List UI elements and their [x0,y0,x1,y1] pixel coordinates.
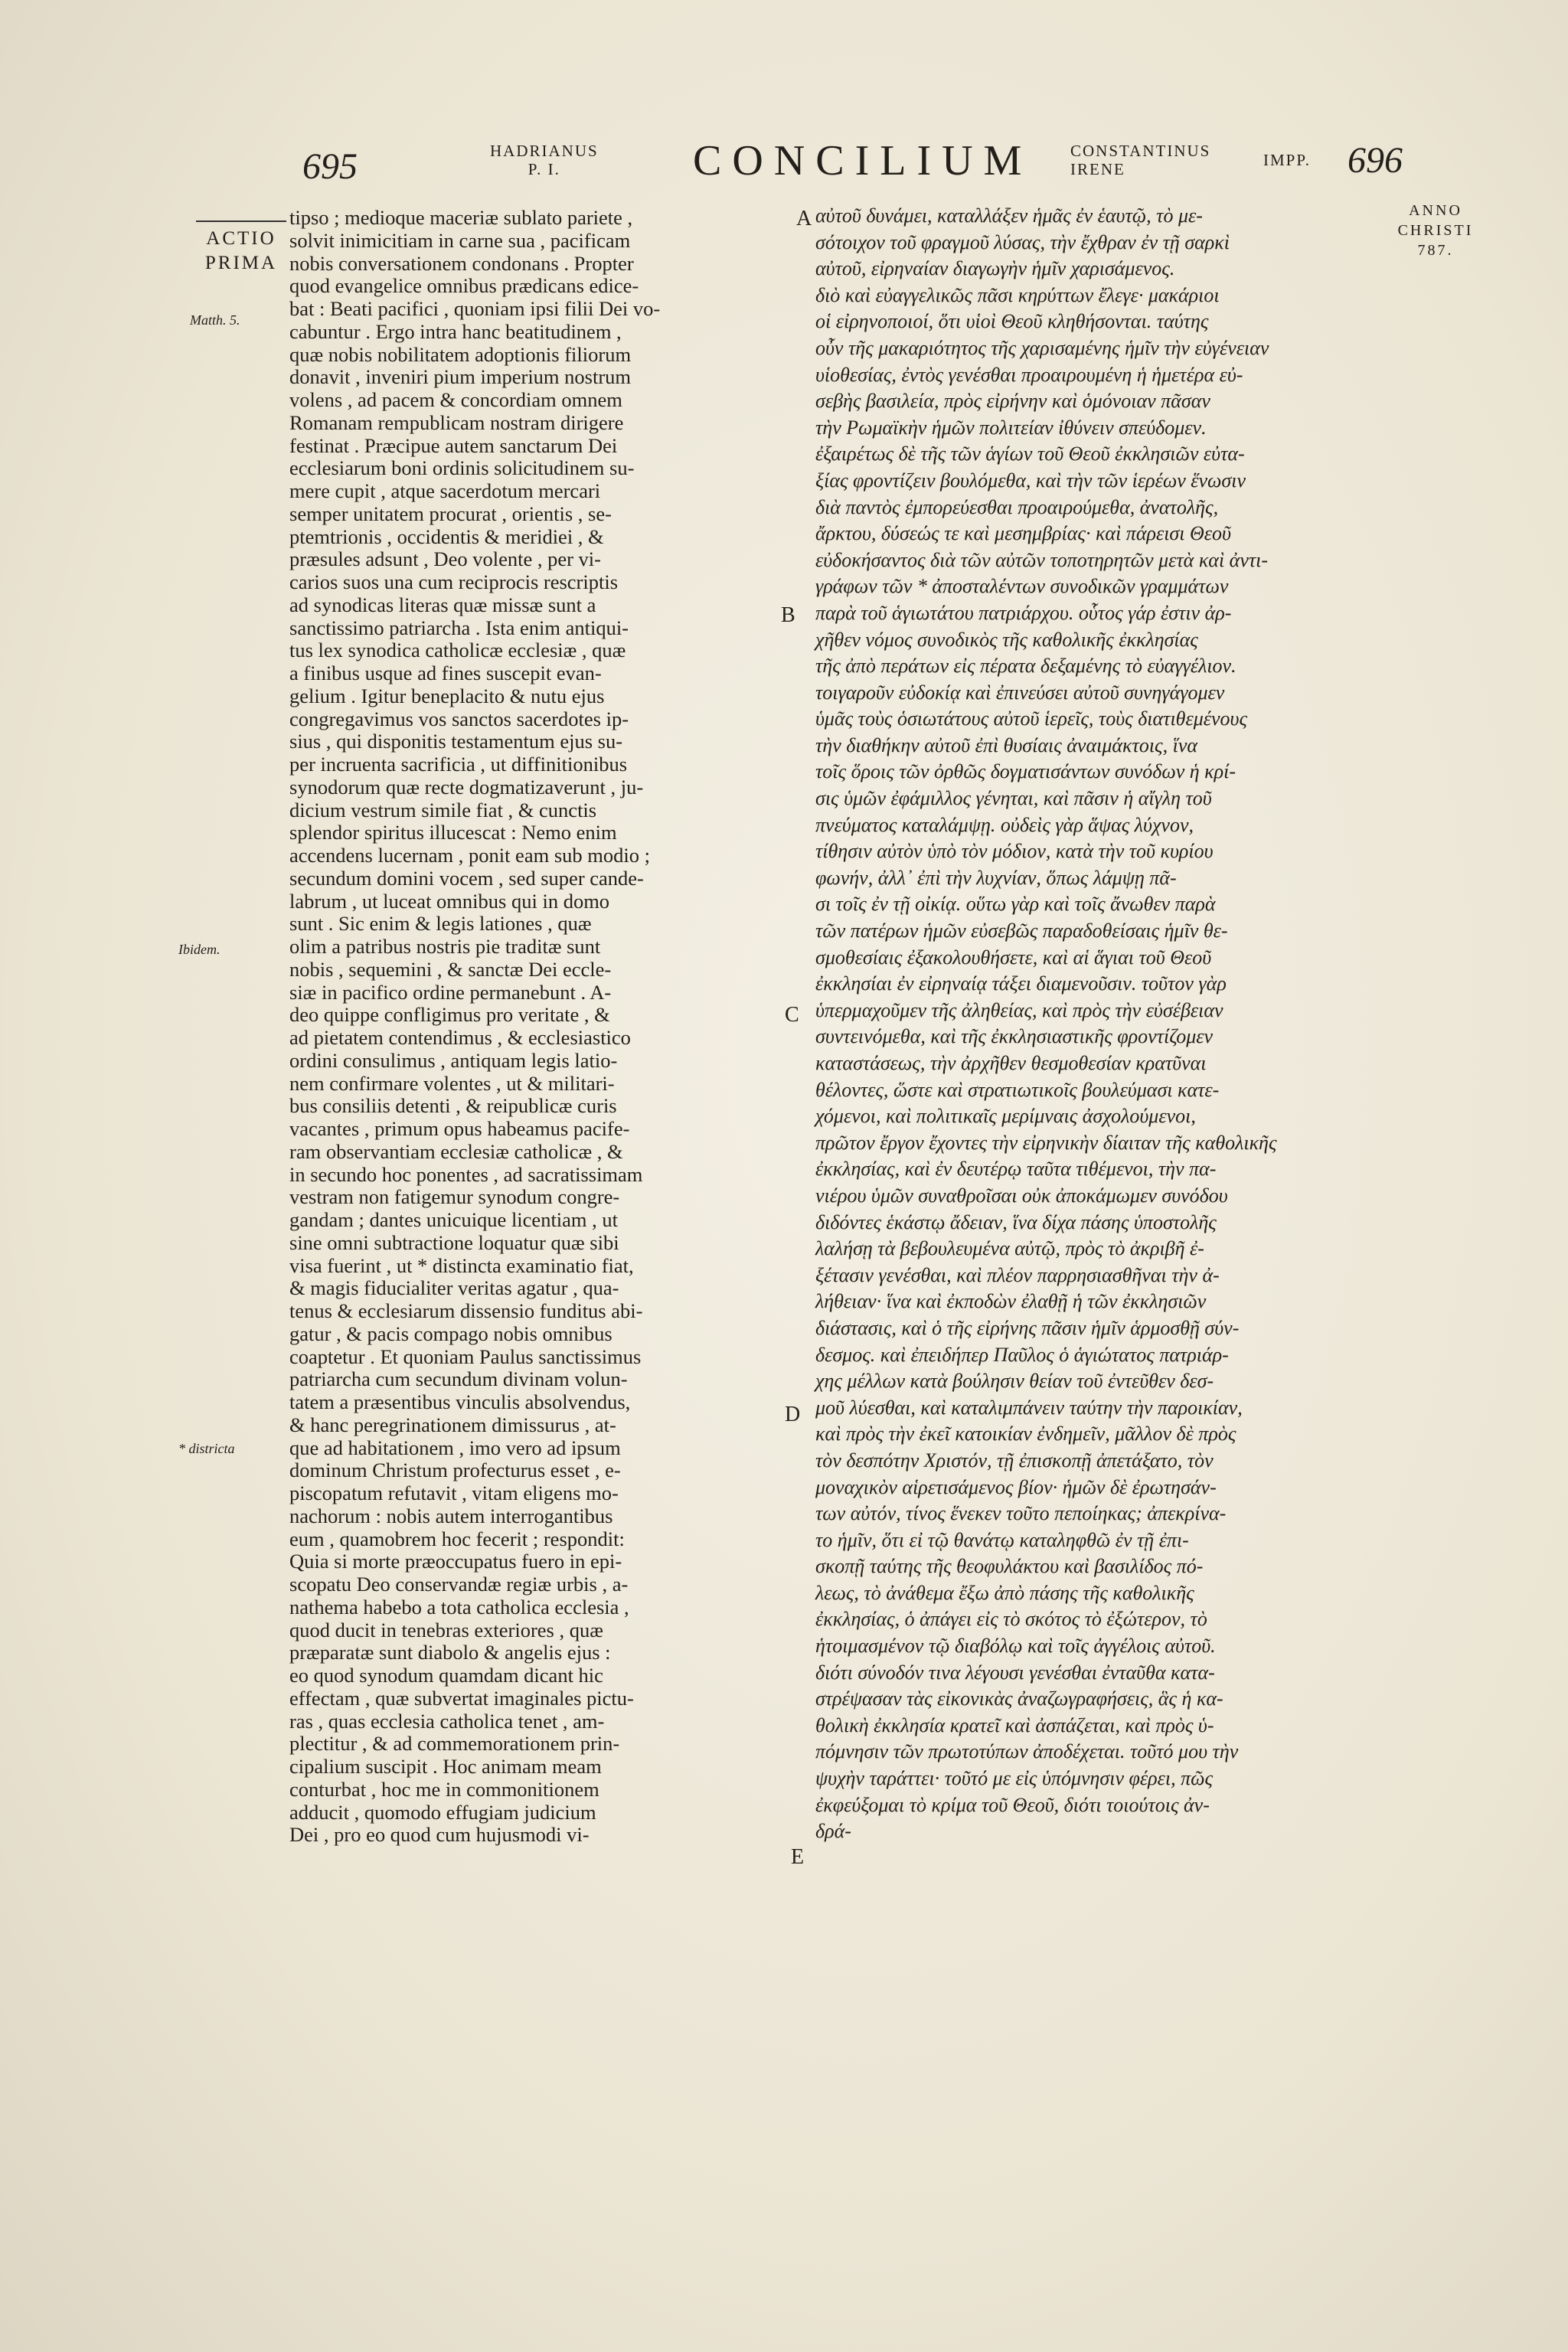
greek-text-line: ξίας φροντίζειν βουλόμεθα, καὶ τὴν τῶν ἱερέων ἕνωσιν [815,469,1246,492]
latin-text-line: in secundo hoc ponentes , ad sacratissimam [289,1162,643,1186]
greek-text-line: δεσμος. καὶ ἐπειδήπερ Παῦλος ὁ ἁγιώτατος πατριάρ- [815,1343,1229,1366]
latin-text-line: & magis fiducialiter veritas agatur , qua- [289,1276,619,1300]
latin-text-line: sunt . Sic enim & legis lationes , quæ [289,912,592,936]
section-letter: E [791,1845,805,1869]
greek-text-line: ξέτασιν γενέσθαι, καὶ πλέον παρρησιασθῆναι τὴν ἀ- [815,1263,1220,1286]
greek-text-line: σμοθεσίαις ἐξακολουθήσετε, καὶ αἱ ἅγιαι τοῦ Θεοῦ [815,946,1212,969]
latin-text-line: ad pietatem contendimus , & ecclesiastico [289,1026,631,1049]
latin-text-line: a finibus usque ad fines suscepit evan- [289,662,602,684]
latin-text-line: coaptetur . Et quoniam Paulus sanctissimus [289,1344,642,1368]
greek-text-line: ἐκφεύξομαι τὸ κρίμα τοῦ Θεοῦ, διότι τοιούτοις ἀν- [815,1793,1210,1816]
greek-text-line: εὐδοκήσαντος διὰ τῶν αὐτῶν τοποτηρητῶν μετὰ καὶ ἀντι- [815,548,1269,571]
latin-text-line: vestram non fatigemur synodum congre- [289,1185,620,1209]
greek-text-line: ἄρκτου, δύσεώς τε καὶ μεσημβρίας· καὶ πάρεισι Θεοῦ [815,522,1231,545]
running-head-line: HADRIANUS [490,142,599,160]
greek-text-line: σότοιχον τοῦ φραγμοῦ λύσας, τὴν ἔχθραν ἐν τῇ σαρκὶ [815,230,1230,253]
latin-text-line: tenus & ecclesiarum dissensio funditus abi- [289,1299,643,1322]
section-letter: D [785,1403,801,1426]
latin-text-line: piscopatum refutavit , vitam eligens mo- [289,1481,619,1504]
latin-text-line: plectitur , & ad commemorationem prin- [289,1732,620,1756]
latin-text-line: tatem a præsentibus vinculis absolvendus, [289,1390,631,1413]
latin-text-line: præsules adsunt , Deo volente , per vi- [289,547,601,571]
anno-line: CHRISTI [1397,222,1474,239]
greek-text-line: σι τοῖς ἐν τῇ οἰκίᾳ. οὕτω γὰρ καὶ τοῖς ἄνωθεν παρὰ [815,893,1216,916]
greek-text-line: ἐξαιρέτως δὲ τῆς τῶν ἁγίων τοῦ Θεοῦ ἐκκλησιῶν εὐτα- [815,443,1245,466]
latin-text-line: nem confirmare volentes , ut & militari- [289,1071,615,1095]
latin-text-line: sine omni subtractione loquatur quæ sibi [289,1230,619,1254]
greek-text-line: σκοπῇ ταύτης τῆς θεοφυλάκτου καὶ βασιλίδος πό- [815,1555,1204,1578]
greek-text-line: ὑπερμαχοῦμεν τῆς ἀληθείας, καὶ πρὸς τὴν εὐσέβειαν [815,998,1223,1021]
greek-text-line: διὸ καὶ εὐαγγελικῶς πᾶσι κηρύττων ἔλεγε· μακάριοι [815,283,1220,306]
greek-text-line: φωνήν, ἀλλ᾽ ἐπὶ τὴν λυχνίαν, ὅπως λάμψῃ πᾶ- [815,866,1177,889]
running-head-line: IRENE [1070,160,1125,178]
anno-heading [1393,201,1478,260]
latin-text-line: ad synodicas literas quæ missæ sunt a [289,593,596,616]
latin-text-line: nobis , sequemini , & sanctæ Dei eccle- [289,957,612,981]
greek-text-line: ἡτοιμασμένον τῷ διαβόλῳ καὶ τοῖς ἀγγέλοις αὐτοῦ. [815,1635,1216,1658]
greek-text-line: χης μέλλων κατὰ βούλησιν θείαν τοῦ ἐντεῦθεν δεσ- [815,1370,1214,1393]
latin-text-line: ptemtrionis , occidentis & meridiei , & [289,524,604,548]
latin-text-line: gandam ; dantes unicuique licentiam , ut [289,1208,619,1231]
latin-text-line: tus lex synodica catholicæ ecclesiæ , quæ [289,639,626,662]
greek-text-line: τίθησιν αὐτὸν ὑπὸ τὸν μόδιον, κατὰ τὴν τοῦ κυρίου [815,840,1214,863]
latin-text-line: ordini consulimus , antiquam legis latio- [289,1048,618,1072]
margin-reference: Ibidem. [178,942,220,957]
greek-text-line: αὐτοῦ, εἰρηναίαν διαγωγὴν ἡμῖν χαρισάμενος. [815,257,1175,280]
latin-text-line: quæ nobis nobilitatem adoptionis filiorum [289,342,632,366]
latin-text-line: festinat . Præcipue autem sanctarum Dei [289,433,618,457]
latin-text-line: olim a patribus nostris pie traditæ sunt [289,935,601,958]
greek-text-line: λεως, τὸ ἀνάθεμα ἔξω ἀπὸ πάσης τῆς καθολικῆς [815,1581,1194,1604]
latin-text-line: Dei , pro eo quod cum hujusmodi vi- [289,1823,590,1847]
greek-text-line: οἱ εἰρηνοποιοί, ὅτι υἱοὶ Θεοῦ κληθήσονται. ταύτης [815,310,1209,333]
latin-text-line: dicium vestrum simile fiat , & cunctis [289,798,597,822]
greek-text-line: λαλήσῃ τὰ βεβουλευμένα αὐτῷ, πρὸς τὸ ἀκριβῆ ἐ- [815,1237,1204,1260]
latin-text-line: quod evangelice omnibus prædicans edice- [289,274,639,298]
greek-text-line: στρέψασαν τὰς εἰκονικὰς ἀναζωγραφήσεις, ἃς ἡ κα- [815,1687,1223,1710]
latin-text-line: bat : Beati pacifici , quoniam ipsi filii Dei vo- [289,297,661,320]
latin-text-line: & hanc peregrinationem dimissurus , at- [289,1413,616,1436]
greek-text-line: τοιγαροῦν εὐδοκίᾳ καὶ ἐπινεύσει αὐτοῦ συνηγάγομεν [815,681,1225,704]
greek-text-line: θολικὴ ἐκκλησία κρατεῖ καὶ ἀσπάζεται, καὶ πρὸς ὑ- [815,1713,1214,1736]
running-head-impp: IMPP. [1263,151,1311,169]
latin-text-line: volens , ad pacem & concordiam omnem [289,388,622,411]
greek-text-line: τὸν δεσπότην Χριστόν, τῇ ἐπισκοπῇ ἀπετάξατο, τὸν [815,1449,1214,1472]
greek-column [815,203,1390,1845]
latin-text-line: deo quippe confligimus pro veritate , & [289,1003,610,1027]
latin-text-line: que ad habitationem , imo vero ad ipsum [289,1436,621,1459]
greek-text-line: πνεύματος καταλάμψῃ. οὐδεὶς γὰρ ἅψας λύχνον, [815,813,1194,836]
greek-text-line: χόμενοι, καὶ πολιτικαῖς μερίμναις ἀσχολούμενοι, [815,1105,1196,1128]
latin-text-line: synodorum quæ recte dogmatizaverunt , ju- [289,775,644,799]
latin-text-line: carios suos una cum reciprocis rescriptis [289,570,619,593]
latin-text-line: donavit , inveniri pium imperium nostrum [289,365,632,389]
greek-text-line: λήθειαν· ἵνα καὶ ἐκποδὼν ἐλαθῇ ἡ τῶν ἐκκλησιῶν [815,1290,1207,1313]
latin-text-line: secundum domini vocem , sed super cande- [289,866,644,890]
latin-text-line: bus consiliis detenti , & reipublicæ curis [289,1094,617,1118]
latin-text-line: visa fuerint , ut * distincta examinatio fiat, [289,1253,634,1277]
greek-text-line: διάστασις, καὶ ὁ τῆς εἰρήνης πᾶσιν ἡμῖν ἁρμοσθῇ σύν- [815,1316,1240,1339]
greek-text-line: ἐκκλησίας, ὁ ἀπάγει εἰς τὸ σκότος τὸ ἐξώτερον, τὸ [815,1608,1207,1631]
greek-text-line: τοῖς ὅροις τῶν ὀρθῶς δογματισάντων συνόδων ἡ κρί- [815,760,1236,783]
right-page-number: 696 [1348,140,1403,181]
greek-text-line: συντεινόμεθα, καὶ τῆς ἐκκλησιαστικῆς φροντίζομεν [815,1025,1214,1048]
greek-text-line: χῆθεν νόμος συνοδικὸς τῆς καθολικῆς ἐκκλησίας [815,628,1198,651]
page-title: CONCILIUM [693,137,1033,185]
latin-text-line: per incruenta sacrificia , ut diffinitionibus [289,753,628,776]
actio-heading [191,220,291,276]
latin-text-line: accendens lucernam , ponit eam sub modio ; [289,844,650,867]
latin-text-line: cabuntur . Ergo intra hanc beatitudinem , [289,319,622,343]
section-letter: B [781,603,795,627]
greek-text-line: ἐκκλησίαι ἐν εἰρηναίᾳ τάξει διαμενοῦσιν. τοῦτον γὰρ [815,972,1227,995]
latin-text-line: adducit , quomodo effugiam judicium [289,1800,596,1824]
latin-text-line: congregavimus vos sanctos sacerdotes ip- [289,707,629,730]
section-letter: C [785,1003,799,1027]
greek-text-line: τὴν Ρωμαϊκὴν ἡμῶν πολιτείαν ἰθύνειν σπεύδομεν. [815,416,1207,439]
latin-text-line: semper unitatem procurat , orientis , se- [289,501,612,525]
greek-text-line: σεβὴς βασιλεία, πρὸς εἰρήνην καὶ ὁμόνοιαν πᾶσαν [815,390,1210,413]
latin-text-line: solvit inimicitiam in carne sua , pacificam [289,228,631,252]
greek-text-line: καταστάσεως, τὴν ἀρχῆθεν θεσμοθεσίαν κρατῦναι [815,1052,1207,1074]
latin-text-line: scopatu Deo conservandæ regiæ urbis , a- [289,1573,629,1596]
latin-text-line: sius , qui disponitis testamentum ejus su- [289,730,623,753]
greek-text-line: ὑμᾶς τοὺς ὁσιωτάτους αὐτοῦ ἱερεῖς, τοὺς διατιθεμένους [815,707,1248,730]
latin-text-line: nobis conversationem condonans . Propter [289,251,634,275]
greek-text-line: το ἡμῖν, ὅτι εἰ τῷ θανάτῳ καταληφθῶ ἐν τῇ ἐπι- [815,1528,1189,1551]
latin-text-line: patriarcha cum secundum divinam volun- [289,1367,628,1391]
latin-text-line: Quia si morte præoccupatus fuero in epi- [289,1550,622,1573]
greek-text-line: διότι σύνοδόν τινα λέγουσι γενέσθαι ἐνταῦθα κατα- [815,1661,1215,1684]
greek-text-line: πόμνησιν τῶν πρωτοτύπων ἀποδέχεται. τοῦτό μου τὴν [815,1740,1239,1763]
greek-text-line: δρά- [815,1820,851,1843]
greek-text-line: διὰ παντὸς ἐμπορεύεσθαι προαιρούμεθα, ἀνατολῆς, [815,495,1219,518]
greek-text-line: τῶν πατέρων ἡμῶν εὐσεβῶς παραδοθείσαις ἡμῖν θε- [815,920,1228,942]
anno-line: ANNO [1409,202,1462,219]
latin-text-line: labrum , ut luceat omnibus qui in domo [289,889,610,913]
latin-text-line: nachorum : nobis autem interrogantibus [289,1504,613,1527]
greek-text-line: παρὰ τοῦ ἁγιωτάτου πατριάρχου. οὗτος γάρ ἐστιν ἀρ- [815,601,1232,624]
latin-text-line: nathema habebo a tota catholica ecclesia , [289,1595,629,1619]
greek-text-line: ψυχὴν ταράττει· τοῦτό με εἰς ὑπόμνησιν φέρει, πῶς [815,1767,1214,1790]
latin-column [289,207,779,1847]
greek-text-line: ἐκκλησίας, καὶ ἐν δευτέρῳ ταῦτα τιθέμενοι, τὴν πα- [815,1158,1217,1181]
latin-text-line: præparatæ sunt diabolo & angelis ejus : [289,1641,611,1664]
latin-text-line: eum , quamobrem hoc fecerit ; respondit: [289,1527,625,1550]
latin-text-line: gelium . Igitur beneplacito & nutu ejus [289,684,605,707]
right-running-head [1070,142,1311,178]
running-head-line: CONSTANTINUS [1070,142,1211,160]
latin-text-line: sanctissimo patriarcha . Ista enim antiqui- [289,616,629,639]
latin-text-line: cipalium suscipit . Hoc animam meam [289,1755,602,1778]
greek-text-line: μοναχικὸν αἱρετισάμενος βίον· ἡμῶν δὲ ἐρωτησάν- [815,1475,1217,1498]
greek-text-line: σις ὑμῶν ἐφάμιλλος γένηται, καὶ πᾶσιν ἡ αἴγλη τοῦ [815,787,1212,810]
latin-text-line: ecclesiarum boni ordinis solicitudinem su- [289,456,635,480]
greek-text-line: των αὐτόν, τίνος ἕνεκεν τοῦτο πεποίηκας; ἀπεκρίνα- [815,1502,1227,1525]
greek-text-line: πρῶτον ἔργον ἔχοντες τὴν εἰρηνικὴν δίαιταν τῆς καθολικῆς [815,1131,1277,1154]
latin-text-line: mere cupit , atque sacerdotum mercari [289,479,601,502]
left-running-head [490,142,599,178]
actio-line: PRIMA [204,253,278,273]
greek-text-line: νιέρου ὑμῶν συναθροῖσαι οὐκ ἀποκάμωμεν συνόδου [815,1184,1228,1207]
latin-text-line: conturbat , hoc me in commonitionem [289,1777,599,1801]
latin-text-line: ram observantiam ecclesiæ catholicæ , & [289,1139,623,1163]
greek-text-line: καὶ πρὸς τὴν ἐκεῖ κατοικίαν ἐνδημεῖν, μᾶλλον δὲ πρὸς [815,1423,1236,1446]
margin-reference: Matth. 5. [190,312,240,328]
greek-text-line: υἱοθεσίας, ἐντὸς γενέσθαι προαιρουμένη ἡ ἡμετέρα εὐ- [815,363,1243,386]
running-head-line: P. I. [528,160,560,178]
latin-text-line: siæ in pacifico ordine permanebunt . A- [289,980,612,1004]
latin-text-line: vacantes , primum opus habeamus pacife- [289,1117,630,1140]
greek-text-line: τῆς ἀπὸ περάτων εἰς πέρατα δεξαμένης τὸ εὐαγγέλιον. [815,655,1236,678]
greek-text-line: διδόντες ἑκάστῳ ἄδειαν, ἵνα δίχα πάσης ὑποστολῆς [815,1210,1217,1233]
latin-text-line: dominum Christum profecturus esset , e- [289,1459,621,1482]
latin-text-line: ras , quas ecclesia catholica tenet , am- [289,1709,605,1733]
section-letter: A [796,207,812,230]
margin-reference: * districta [178,1441,235,1456]
greek-text-line: μοῦ λύεσθαι, καὶ καταλιμπάνειν ταύτην τὴν παροικίαν, [815,1396,1243,1419]
greek-text-line: θέλοντες, ὥστε καὶ στρατιωτικοῖς βουλεύμασι κατε- [815,1078,1220,1101]
latin-text-line: effectam , quæ subvertat imaginales pictu- [289,1686,634,1710]
latin-text-line: tipso ; medioque maceriæ sublato pariete , [289,206,633,229]
actio-line: ACTIO [206,228,276,249]
latin-text-line: eo quod synodum quamdam dicant hic [289,1664,603,1687]
latin-text-line: splendor spiritus illucescat : Nemo enim [289,821,617,844]
anno-line: 787. [1417,242,1454,259]
latin-text-line: quod ducit in tenebras exteriores , quæ [289,1618,603,1642]
greek-text-line: αὐτοῦ δυνάμει, καταλλάξεν ἡμᾶς ἐν ἑαυτῷ, τὸ με- [815,204,1203,227]
heading-rule [196,220,286,222]
greek-text-line: γράφων τῶν * ἀποσταλέντων συνοδικῶν γραμμάτων [815,575,1229,598]
latin-text-line: Romanam rempublicam nostram dirigere [289,410,624,434]
left-page-number: 695 [302,146,358,187]
greek-text-line: τὴν διαθήκην αὐτοῦ ἐπὶ θυσίαις ἀναιμάκτοις, ἵνα [815,733,1198,756]
greek-text-line: οὖν τῆς μακαριότητος τῆς χαρισαμένης ἡμῖν τὴν εὐγένειαν [815,336,1269,359]
latin-text-line: gatur , & pacis compago nobis omnibus [289,1321,612,1345]
